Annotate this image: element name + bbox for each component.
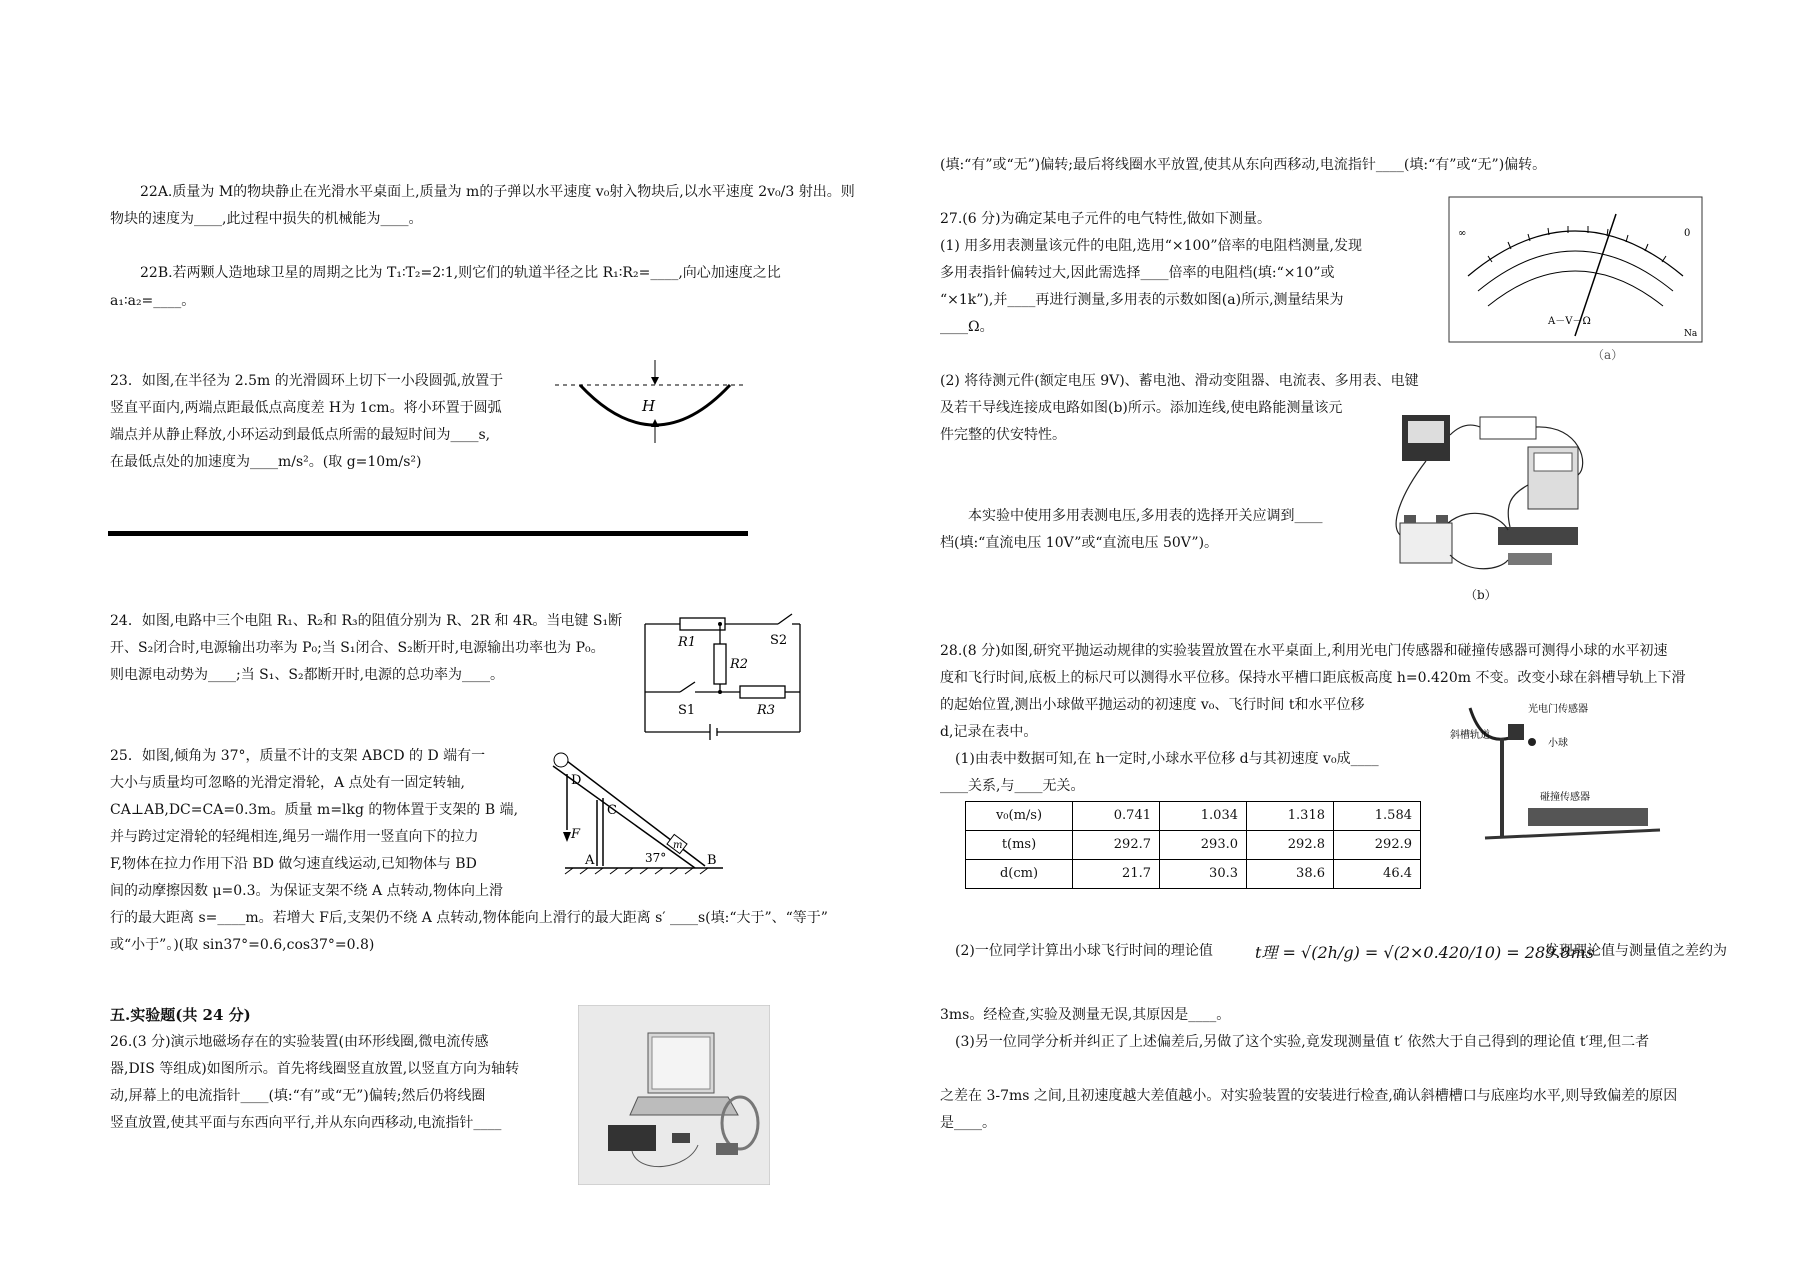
table-cell: 292.7 xyxy=(1073,831,1160,860)
fig-b-caption: （b） xyxy=(1465,588,1497,602)
table-cell: 38.6 xyxy=(1247,860,1334,889)
q28-line12: 是____。 xyxy=(940,1115,996,1131)
section5-title: 五.实验题(共 24 分) xyxy=(110,1006,251,1024)
q27-line8: 件完整的伏安特性。 xyxy=(940,427,1066,443)
q28-line6: ____关系,与____无关。 xyxy=(940,778,1085,794)
table-cell: 293.0 xyxy=(1160,831,1247,860)
q22b-line2: a₁∶a₂=____。 xyxy=(110,293,196,309)
multimeter-dial xyxy=(1448,196,1703,344)
q27-line2: (1) 用多用表测量该元件的电阻,选用“×100”倍率的电阻档测量,发现 xyxy=(940,238,1362,254)
table-row xyxy=(966,860,1421,889)
q23-line4: 在最低点处的加速度为____m/s²。(取 g=10m/s²) xyxy=(110,454,422,470)
q24-line2: 开、S₂闭合时,电源输出功率为 P₀;当 S₁闭合、S₂断开时,电源输出功率也为 P₀。 xyxy=(110,640,605,656)
q25-line6: 间的动摩擦因数 μ=0.3。为保证支架不绕 A 点转动,物体向上滑 xyxy=(110,883,504,899)
q25-line1: 25．如图,倾角为 37°，质量不计的支架 ABCD 的 D 端有一 xyxy=(110,748,486,764)
gate-label: 光电门传感器 xyxy=(1528,704,1588,715)
r2-label: R2 xyxy=(730,657,749,672)
r1-label: R1 xyxy=(678,635,697,650)
projectile-apparatus xyxy=(1450,698,1675,848)
q22a-line2: 物块的速度为____,此过程中损失的机械能为____。 xyxy=(110,211,423,227)
q25-line3: CA⊥AB,DC=CA=0.3m。质量 m=lkg 的物体置于支架的 B 端, xyxy=(110,802,519,818)
table-cell: 0.741 xyxy=(1073,802,1160,831)
table-row xyxy=(966,831,1421,860)
q25-line2: 大小与质量均可忽略的光滑定滑轮，A 点处有一固定转轴, xyxy=(110,775,466,791)
q28-line3: 的起始位置,测出小球做平抛运动的初速度 v₀、飞行时间 t和水平位移 xyxy=(940,697,1365,713)
table-cell: 292.8 xyxy=(1247,831,1334,860)
q22b-line1: 22B.若两颗人造地球卫星的周期之比为 T₁∶T₂=2∶1,则它们的轨道半径之比 R₁∶R₂=____,向心加速度之比 xyxy=(140,265,781,281)
q23-line2: 竖直平面内,两端点距最低点高度差 H为 1cm。将小环置于圆弧 xyxy=(110,400,502,416)
q24-line3: 则电源电动势为____;当 S₁、S₂都断开时,电源的总功率为____。 xyxy=(110,667,505,683)
angle-label: 37° xyxy=(645,851,667,865)
meter-bottom-label: A－V－Ω xyxy=(1548,316,1591,327)
q26-line4: 竖直放置,使其平面与东西向平行,并从东向西移动,电流指针____ xyxy=(110,1115,502,1131)
point-c-label: C xyxy=(607,803,617,818)
q26-line1: 26.(3 分)演示地磁场存在的实验装置(由环形线圈,微电流传感 xyxy=(110,1034,489,1050)
point-d-label: D xyxy=(571,773,582,788)
q28-line2: 度和飞行时间,底板上的标尺可以测得水平位移。保持水平槽口距底板高度 h=0.420m 不变。改变小球在斜槽导轨上下滑 xyxy=(940,670,1686,686)
q26-line3: 动,屏幕上的电流指针____(填:“有”或“无”)偏转;然后仍将线圈 xyxy=(110,1088,486,1104)
q27-line7: 及若干导线连接成电路如图(b)所示。添加连线,使电路能测量该元 xyxy=(940,400,1343,416)
q27-line6: (2) 将待测元件(额定电压 9V)、蓄电池、滑动变阻器、电流表、多用表、电键 xyxy=(940,373,1419,389)
ball-label: 小球 xyxy=(1548,738,1568,749)
table-row xyxy=(966,802,1421,831)
meter-infinity-label: ∞ xyxy=(1458,228,1467,239)
collision-sensor-label: 碰撞传感器 xyxy=(1540,792,1590,803)
meter-corner-label: Na xyxy=(1684,329,1698,339)
table-cell: 21.7 xyxy=(1073,860,1160,889)
r3-label: R3 xyxy=(757,703,776,718)
s2-label: S2 xyxy=(770,633,788,648)
s1-label: S1 xyxy=(678,703,696,718)
table-cell: v₀(m/s) xyxy=(966,802,1073,831)
q27-line9: 本实验中使用多用表测电压,多用表的选择开关应调到____ xyxy=(968,508,1323,524)
q27-line10: 档(填:“直流电压 10V”或“直流电压 50V”)。 xyxy=(940,535,1219,551)
meter-zero-label: 0 xyxy=(1684,228,1691,239)
arc-height-label: H xyxy=(642,397,656,415)
q25-line4: 并与跨过定滑轮的轻绳相连,绳另一端作用一竖直向下的拉力 xyxy=(110,829,479,845)
fig-a-caption: （a） xyxy=(1592,348,1624,362)
q23-line1: 23．如图,在半径为 2.5m 的光滑圆环上切下一小段圆弧,放置于 xyxy=(110,373,504,389)
data-table xyxy=(965,801,1421,889)
q28-line10: (3)另一位同学分析并纠正了上述偏差后,另做了这个实验,竟发现测量值 t′ 依然大于自己得到的理论值 t′理,但二者 xyxy=(955,1034,1650,1050)
q23-line3: 端点并从静止释放,小环运动到最低点所需的最短时间为____s, xyxy=(110,427,491,443)
incline-figure xyxy=(545,740,725,880)
q24-line1: 24．如图,电路中三个电阻 R₁、R₂和 R₃的阻值分别为 R、2R 和 4R。当电键 S₁断 xyxy=(110,613,623,629)
q28-line9: 3ms。经检查,实验及测量无误,其原因是____。 xyxy=(940,1007,1231,1023)
q27-line4: “×1k”),并____再进行测量,多用表的示数如图(a)所示,测量结果为 xyxy=(940,292,1344,308)
q26-line5: (填:“有”或“无”)偏转;最后将线圈水平放置,使其从东向西移动,电流指针____(填:“有”或“无”)偏转。 xyxy=(940,157,1547,173)
table-cell: t(ms) xyxy=(966,831,1073,860)
q28-line4: d,记录在表中。 xyxy=(940,724,1038,740)
circuit-diagram xyxy=(640,612,805,742)
q25-line5: F,物体在拉力作用下沿 BD 做匀速直线运动,已知物体与 BD xyxy=(110,856,477,872)
section-divider xyxy=(108,531,748,536)
table-cell: 30.3 xyxy=(1160,860,1247,889)
track-label: 斜槽轨道 xyxy=(1450,730,1490,741)
circuit-photo-b xyxy=(1390,405,1595,580)
point-b-label: B xyxy=(707,853,717,868)
q28-line11: 之差在 3-7ms 之间,且初速度越大差值越小。对实验装置的安装进行检查,确认斜槽槽口与底座均水平,则导致偏差的原因 xyxy=(940,1088,1678,1104)
q27-line5: ____Ω。 xyxy=(940,319,994,335)
q28-line1: 28.(8 分)如图,研究平抛运动规律的实验装置放置在水平桌面上,利用光电门传感器和碰撞传感器可测得小球的水平初速 xyxy=(940,643,1668,659)
force-f-label: F xyxy=(571,827,581,842)
table-cell: 292.9 xyxy=(1334,831,1421,860)
q28-line8: 发现理论值与测量值之差约为 xyxy=(1545,943,1727,959)
dis-apparatus-photo xyxy=(578,1005,770,1185)
table-cell: 1.584 xyxy=(1334,802,1421,831)
table-cell: 1.318 xyxy=(1247,802,1334,831)
q28-line7: (2)一位同学计算出小球飞行时间的理论值 xyxy=(955,943,1213,959)
point-a-label: A xyxy=(585,853,595,868)
theory-formula: t理 = √(2h/g) = √(2×0.420/10) = 289.8ms xyxy=(1255,943,1594,962)
q27-line1: 27.(6 分)为确定某电子元件的电气特性,做如下测量。 xyxy=(940,211,1271,227)
table-cell: 46.4 xyxy=(1334,860,1421,889)
q25-line7: 行的最大距离 s=____m。若增大 F后,支架仍不绕 A 点转动,物体能向上滑行的最大距离 s′ ____s(填:“大于”、“等于” xyxy=(110,910,828,926)
q28-line5: (1)由表中数据可知,在 h一定时,小球水平位移 d与其初速度 v₀成____ xyxy=(955,751,1379,767)
table-cell: 1.034 xyxy=(1160,802,1247,831)
q25-line8: 或“小于”。)(取 sin37°=0.6,cos37°=0.8) xyxy=(110,937,375,953)
table-cell: d(cm) xyxy=(966,860,1073,889)
mass-label: m xyxy=(673,840,683,851)
arc-figure xyxy=(550,355,750,445)
q27-line3: 多用表指针偏转过大,因此需选择____倍率的电阻档(填:“×10”或 xyxy=(940,265,1335,281)
q22a-line1: 22A.质量为 M的物块静止在光滑水平桌面上,质量为 m的子弹以水平速度 v₀射入物块后,以水平速度 2v₀/3 射出。则 xyxy=(140,184,855,200)
q26-line2: 器,DIS 等组成)如图所示。首先将线圈竖直放置,以竖直方向为轴转 xyxy=(110,1061,520,1077)
